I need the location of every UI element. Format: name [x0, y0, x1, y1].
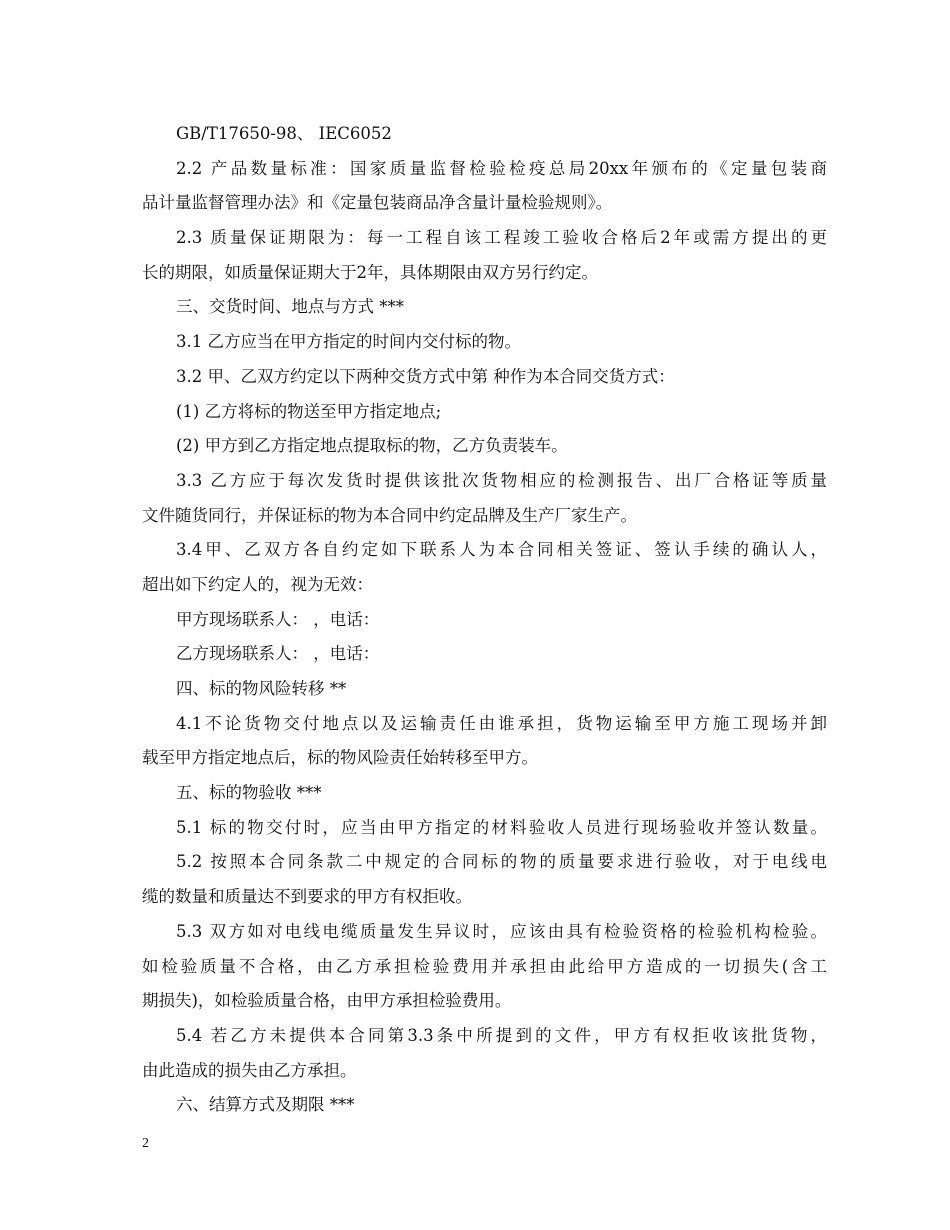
- text-line: 5.1 标的物交付时，应当由甲方指定的材料验收人员进行现场验收并签认数量。: [176, 817, 827, 837]
- section-heading: 六、结算方式及期限 ***: [176, 1095, 355, 1115]
- text-line: 3.2 甲、乙双方约定以下两种交货方式中第 种作为本合同交货方式：: [176, 366, 675, 386]
- text-line: 长的期限，如质量保证期大于2年，具体期限由双方另行约定。: [142, 262, 598, 282]
- text-line: 3.1 乙方应当在甲方指定的时间内交付标的物。: [176, 332, 521, 352]
- list-item: (1) 乙方将标的物送至甲方指定地点;: [176, 401, 442, 421]
- text-line: 由此造成的损失由乙方承担。: [142, 1060, 357, 1080]
- contact-line: 乙方现场联系人： ，电话：: [176, 644, 380, 664]
- text-line: 缆的数量和质量达不到要求的甲方有权拒收。: [142, 887, 472, 907]
- text-line: 期损失)，如检验质量合格，由甲方承担检验费用。: [142, 991, 512, 1011]
- document-body: [142, 117, 827, 1123]
- text-line: 5.4 若乙方未提供本合同第3.3条中所提到的文件，甲方有权拒收该批货物，: [176, 1025, 827, 1045]
- text-line: 5.2 按照本合同条款二中规定的合同标的物的质量要求进行验收，对于电线电: [176, 852, 827, 872]
- contact-line: 甲方现场联系人： ，电话：: [176, 609, 380, 629]
- section-heading: 三、交货时间、地点与方式 ***: [176, 297, 404, 317]
- section-heading: 五、标的物验收 ***: [176, 783, 322, 803]
- text-line: 4.1不论货物交付地点以及运输责任由谁承担，货物运输至甲方施工现场并卸: [176, 713, 827, 733]
- list-item: (2) 甲方到乙方指定地点提取标的物，乙方负责装车。: [176, 436, 568, 456]
- text-line: 2.3 质量保证期限为：每一工程自该工程竣工验收合格后2年或需方提出的更: [176, 228, 827, 248]
- section-heading: 四、标的物风险转移 **: [176, 679, 347, 698]
- page-number: 2: [142, 1136, 149, 1151]
- text-line: 2.2 产品数量标准：国家质量监督检验检疫总局20xx年颁布的《定量包装商: [176, 158, 827, 178]
- text-line: GB/T17650-98、 IEC6052: [176, 124, 392, 143]
- text-line: 5.3 双方如对电线电缆质量发生异议时，应该由具有检验资格的检验机构检验。: [176, 921, 827, 941]
- text-line: 3.3 乙方应于每次发货时提供该批次货物相应的检测报告、出厂合格证等质量: [176, 470, 827, 490]
- text-line: 品计量监督管理办法》和《定量包装商品净含量计量检验规则》。: [142, 193, 613, 213]
- text-line: 文件随货同行，并保证标的物为本合同中约定品牌及生产厂家生产。: [142, 505, 637, 525]
- text-line: 载至甲方指定地点后，标的物风险责任始转移至甲方。: [142, 748, 538, 768]
- text-line: 超出如下约定人的，视为无效：: [142, 574, 373, 594]
- text-line: 如检验质量不合格，由乙方承担检验费用并承担由此给甲方造成的一切损失(含工: [142, 956, 827, 976]
- text-line: 3.4甲、乙双方各自约定如下联系人为本合同相关签证、签认手续的确认人，: [176, 540, 827, 560]
